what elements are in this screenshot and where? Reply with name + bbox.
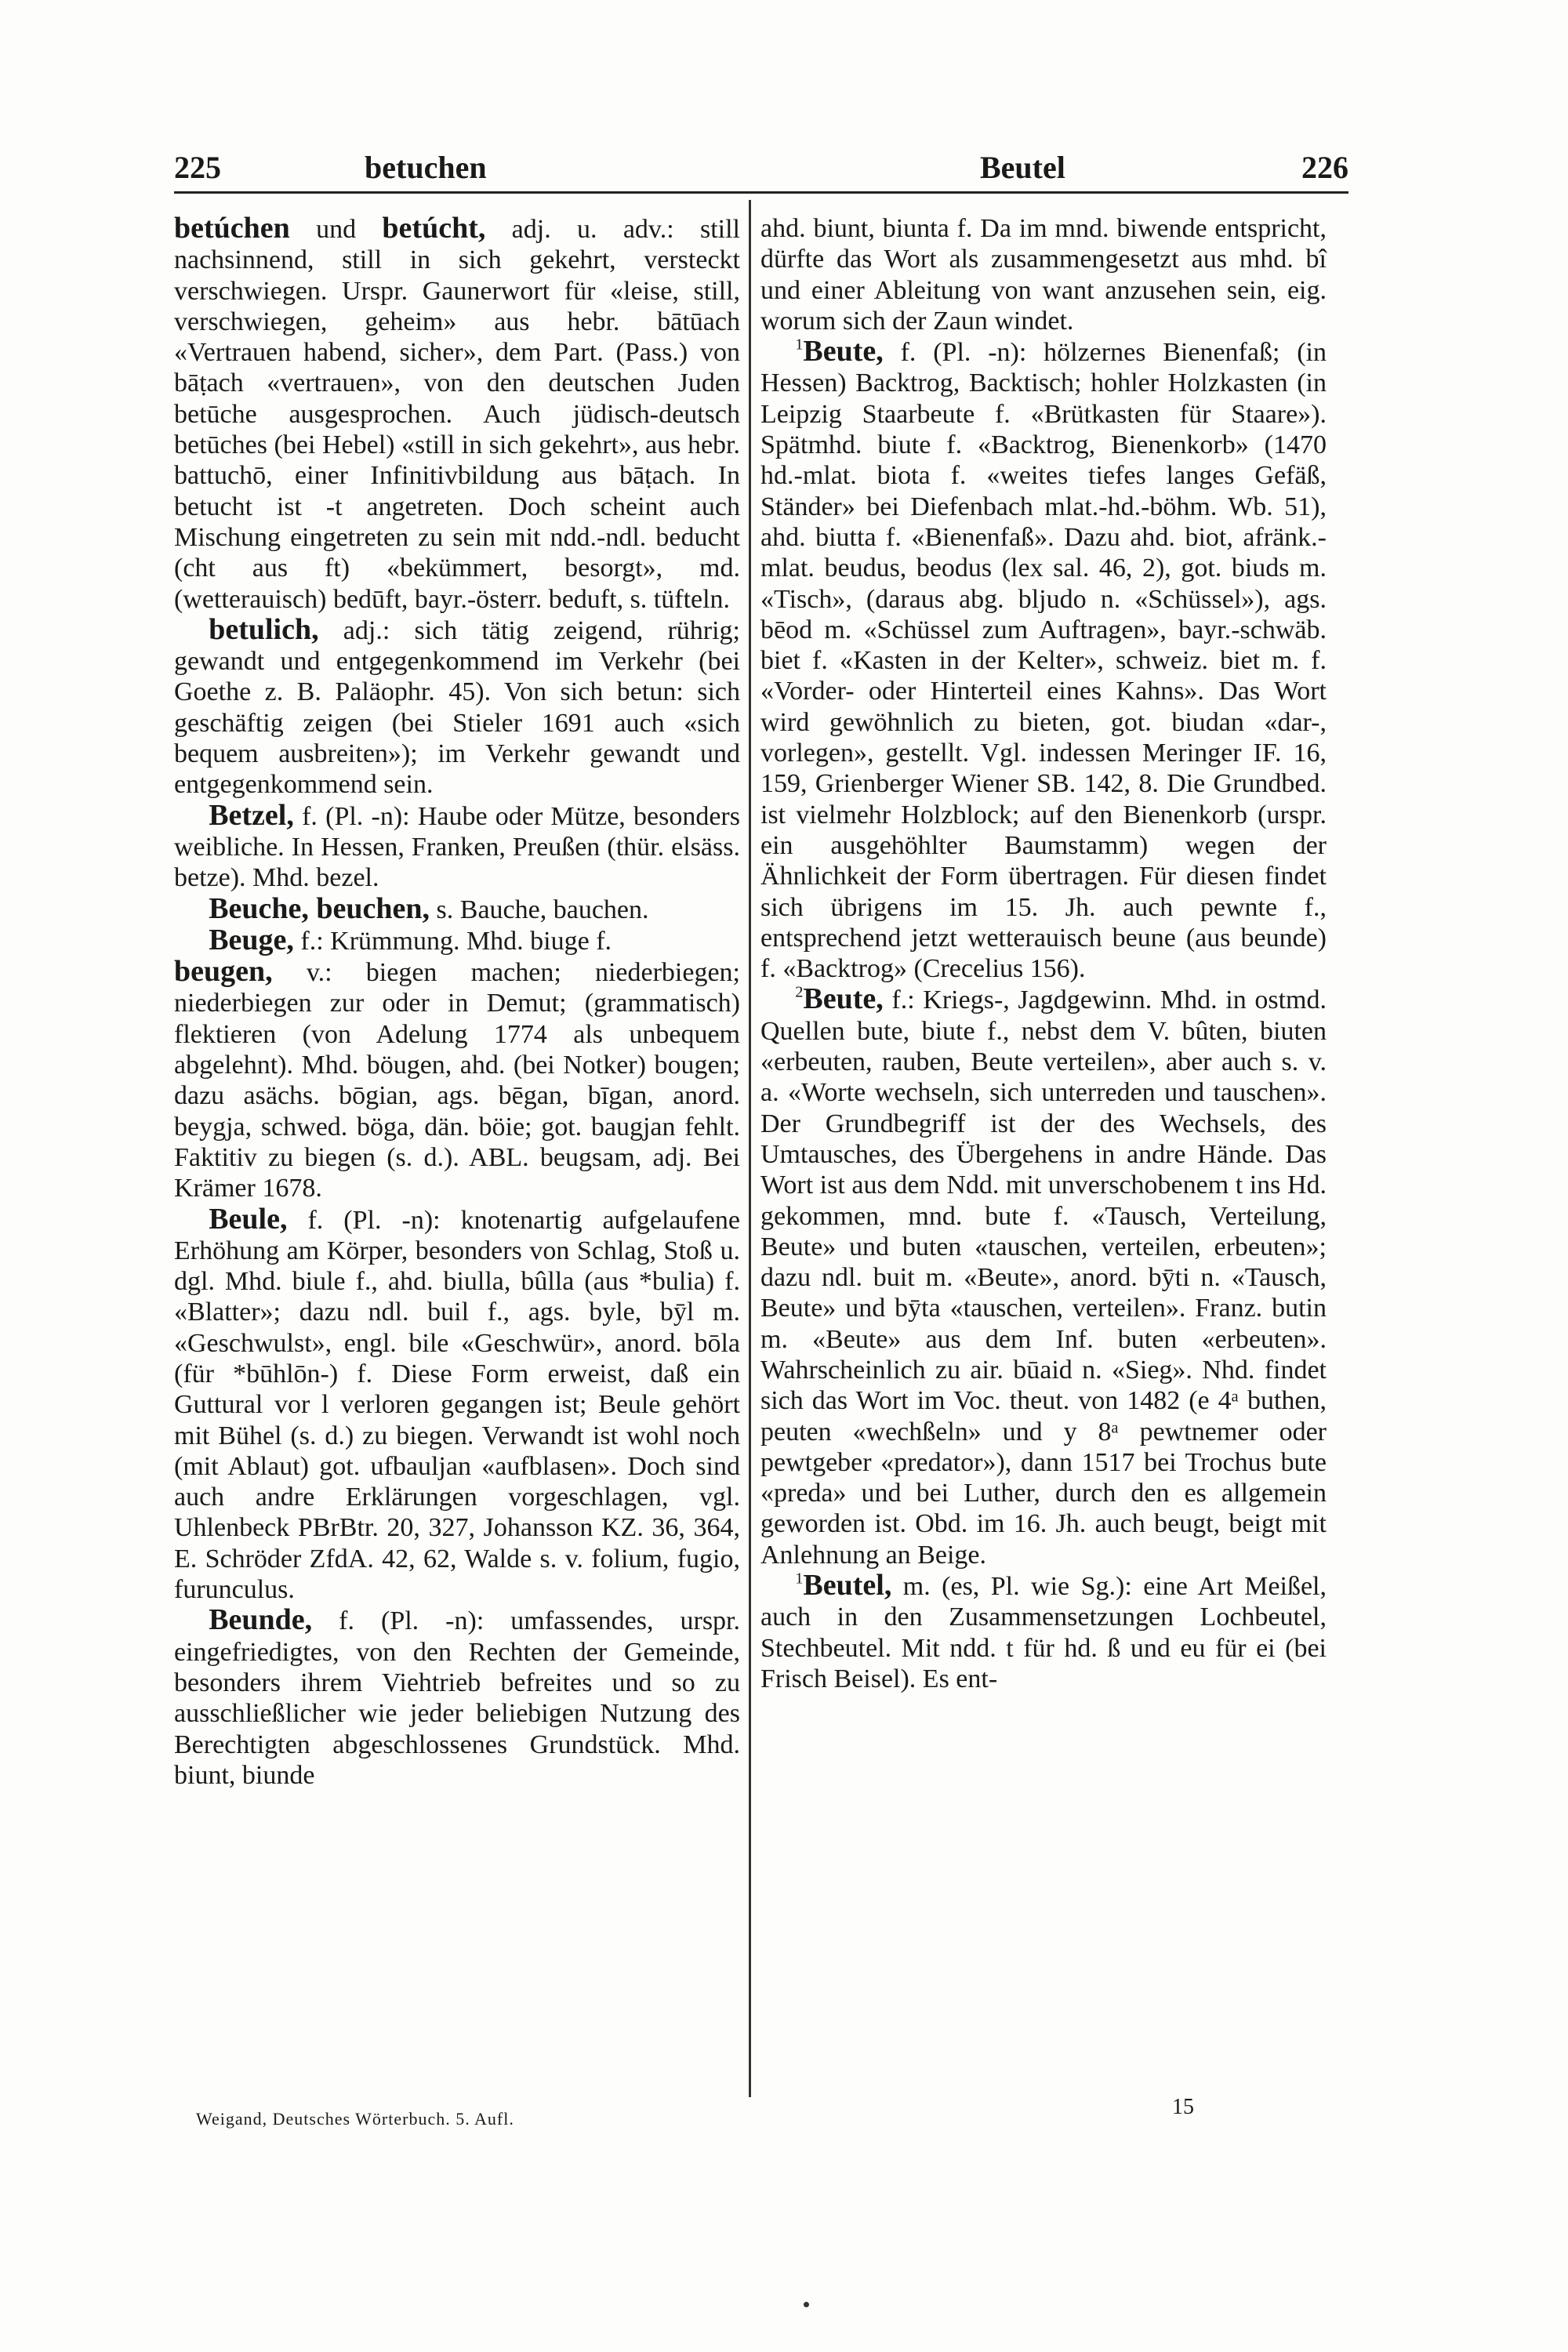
entry-text: ahd. biunt, biunta f. Da im mnd. biwende entspricht, dürfte das Wort als zusammengesetzt aus mhd. bî und einer Ableitung von want anzusehen sein, eig. worum sich der Zaun windet. [760, 214, 1327, 336]
column-divider [749, 200, 751, 2097]
entry-headword: Betzel, [209, 798, 294, 832]
entry-headword: Beute, [803, 982, 884, 1016]
entry-headword: beugen, [174, 955, 273, 989]
entry-text: s. Bauche, bauchen. [430, 895, 649, 924]
header-rule [174, 191, 1348, 194]
entry-text: f.: Krümmung. Mhd. biuge f. [293, 926, 612, 956]
entry-headword: Beunde, [209, 1603, 313, 1637]
dictionary-entry [760, 1570, 1327, 1694]
dictionary-entry [174, 956, 740, 1203]
dictionary-entry: betúchen und betúcht, adj. u. adv.: still nachsinnend, still in sich gekehrt, versteckt verschwiegen. Urspr. Gaunerwort für «leise, still, verschwiegen, geheim» aus hebr. bātūach «Vertrauen habend, sicher», dem Part. (Pass.) von bāṭach «vertrauen», von den deutschen Juden betūche ausgesprochen. Auch jüdisch-deutsch betūches (bei Hebel) «still in sich gekehrt», aus hebr. battuchō, einer Infinitivbildung aus bāṭach. In betucht ist -t angetreten. Doch scheint auch Mischung eingetreten zu sein mit ndd.-ndl. beducht (cht aus ft) «bekümmert, besorgt», md. (wetterauisch) bedūft, bayr.-österr. beduft, s. tüfteln. [174, 212, 740, 614]
entry-text: adj.: sich tätig zeigend, rührig; gewandt und entgegenkommend im Verkehr (bei Goethe z. B. Paläophr. 45). Von sich betun: sich geschäftig zeigen (bei Stieler 1691 auch «sich bequem ausbreiten»); im Verkehr gewandt und entgegenkommend sein. [174, 615, 740, 800]
dictionary-entry [174, 1204, 740, 1606]
left-page-number: 225 [174, 150, 221, 185]
dictionary-entry [174, 891, 740, 925]
entry-headword: betúchen [174, 212, 290, 245]
entry-text: m. (es, Pl. wie Sg.): eine Art Meißel, auch in den Zusammensetzungen Lochbeutel, Stechbeutel. Mit ndd. t für hd. ß und eu für ei (bei Frisch Beisel). Es ent- [760, 1572, 1327, 1693]
dictionary-entry [174, 925, 740, 956]
footer-source: Weigand, Deutsches Wörterbuch. 5. Aufl. [196, 2109, 514, 2129]
entry-text: adj. u. adv.: still nachsinnend, still in sich gekehrt, versteckt verschwiegen. Urspr. Gaunerwort für «leise, still, verschwiegen, geheim» aus hebr. bātūach «Vertrauen habend, sicher», dem Part. (Pass.) von bāṭach «vertrauen», von den deutschen Juden betūche ausgesprochen. Auch jüdisch-deutsch betūches (bei Hebel) «still in sich gekehrt», aus hebr. battuchō, einer Infinitivbildung aus bāṭach. In betucht ist -t angetreten. Doch scheint auch Mischung eingetreten zu sein mit ndd.-ndl. beducht (cht aus ft) «bekümmert, besorgt», md. (wetterauisch) bedūft, bayr.-österr. beduft, s. tüfteln. [174, 215, 740, 614]
dictionary-entry [174, 1605, 740, 1791]
entry-headword: Beute, [803, 335, 884, 368]
dictionary-entry [760, 336, 1327, 984]
right-page-number: 226 [1301, 150, 1348, 185]
left-catchword: betuchen [365, 150, 487, 185]
entry-text: f. (Pl. -n): umfassendes, urspr. eingefriedigtes, von den Rechten der Gemeinde, besonders ihrem Viehtrieb befreites und so zu ausschließlicher wie jeder beliebigen Nutzung des Berechtigten abgeschlossenes Grundstück. Mhd. biunt, biunde [174, 1606, 740, 1790]
dictionary-entry [174, 800, 740, 894]
homonym-number: 1 [795, 1570, 804, 1588]
entry-headword: Beutel, [803, 1569, 892, 1602]
entry-headword-2: betúcht, [382, 212, 486, 245]
right-column [760, 213, 1327, 1694]
entry-headword: Beuge, [209, 923, 294, 956]
homonym-number: 2 [795, 984, 804, 1002]
left-column [174, 213, 740, 1791]
entry-text: f. (Pl. -n): knotenartig aufgelaufene Erhöhung am Körper, besonders von Schlag, Stoß u. dgl. Mhd. biule f., ahd. biulla, bûlla (aus *bulia) f. «Blatter»; dazu ndl. buil f., ags. byle, bȳl m. «Geschwulst», engl. bile «Geschwür», anord. bōla (für *būhlōn-) f. Diese Form erweist, daß ein Guttural vor l verloren gegangen ist; Beule gehört mit Bühel (s. d.) zu biegen. Verwandt ist wohl noch (mit Ablaut) got. ufbauljan «aufblasen». Doch sind auch andre Erklärungen vorgeschlagen, vgl. Uhlenbeck PBrBtr. 20, 327, Johansson KZ. 36, 364, E. Schröder ZfdA. 42, 62, Walde s. v. folium, fugio, furunculus. [174, 1205, 740, 1605]
entry-text: f.: Kriegs-, Jagdgewinn. Mhd. in ostmd. Quellen bute, biute f., nebst dem V. bûten, biuten «erbeuten, rauben, Beute verteilen», aber auch s. v. a. «Worte wechseln, sich unterreden und tauschen». Der Grundbegriff ist der des Wechsels, des Umtausches, des Übergehens in andre Hände. Das Wort ist aus dem Ndd. mit unverschobenem t ins Hd. gekommen, mnd. bute f. «Tausch, Verteilung, Beute» und buten «tauschen, verteilen, erbeuten»; dazu ndl. buit m. «Beute», anord. bȳti n. «Tausch, Beute» und bȳta «tauschen, verteilen». Franz. butin m. «Beute» aus dem Inf. buten «erbeuten». Wahrscheinlich zu air. būaid n. «Sieg». Nhd. findet sich das Wort im Voc. theut. von 1482 (e 4ᵃ buthen, peuten «wechßeln» und y 8ᵃ pewtnemer oder pewtgeber «predator»), dann 1517 bei Trochus bute «preda» und bei Luther, durch den es allgemein geworden ist. Obd. im 16. Jh. auch beugt, beigt mit Anlehnung an Beige. [760, 985, 1327, 1570]
dictionary-entry [760, 984, 1327, 1570]
right-catchword: Beutel [980, 150, 1065, 185]
homonym-number: 1 [795, 336, 804, 354]
entry-text: f. (Pl. -n): hölzernes Bienenfaß; (in Hessen) Backtrog, Backtisch; hohler Holzkasten (in Leipzig Staarbeute f. «Brütkasten für Staare»). Spätmhd. biute f. «Backtrog, Bienenkorb» (1470 hd.-mlat. biota f. «weites tiefes langes Gefäß, Ständer» bei Diefenbach mlat.-hd.-böhm. Wb. 51), ahd. biutta f. «Bienenfaß». Dazu ahd. biot, afränk.-mlat. beudus, beodus (lex sal. 46, 2), got. biuds m. «Tisch», (daraus abg. bljudo n. «Schüssel»), ags. bēod m. «Schüssel zum Auftragen», bayr.-schwäb. biet f. «Kasten in der Kelter», schweiz. biet m. f. «Vorder- oder Hinterteil eines Kahns». Das Wort wird gewöhnlich zu bieten, got. biudan «dar-, vorlegen», gestellt. Vgl. indessen Meringer IF. 16, 159, Grienberger Wiener SB. 142, 8. Die Grundbed. ist vielmehr Holzblock; auf den Bienenkorb (urspr. ein ausgehöhlter Baumstamm) wegen der Ähnlichkeit der Form übertragen. Für diesen findet sich übrigens im 15. Jh. auch pewnte f., entsprechend jetzt wetterauisch beune (aus beunde) f. «Backtrog» (Crecelius 156). [760, 338, 1327, 984]
entry-headword: Beuche, beuchen, [209, 891, 430, 925]
signature-mark: 15 [1172, 2095, 1194, 2119]
dictionary-entry [174, 612, 740, 800]
printer-dot [804, 2302, 809, 2307]
entry-text: v.: biegen machen; niederbiegen; niederbiegen zur oder in Demut; (grammatisch) flektieren (von Adelung 1774 als unbequem abgelehnt). Mhd. böugen, ahd. (bei Notker) bougen; dazu asächs. bōgian, ags. bēgan, bīgan, anord. beygja, schwed. böga, dän. böie; got. baugjan fehlt. Faktitiv zu biegen (s. d.). ABL. beugsam, adj. Bei Krämer 1678. [174, 958, 740, 1203]
entry-text: f. (Pl. -n): Haube oder Mütze, besonders weibliche. In Hessen, Franken, Preußen (thür. elsäss. betze). Mhd. bezel. [174, 801, 740, 893]
running-header [174, 143, 1348, 198]
entry-headword: betulich, [209, 612, 319, 646]
entry-headword: Beule, [209, 1202, 288, 1236]
dictionary-entry [760, 213, 1327, 336]
